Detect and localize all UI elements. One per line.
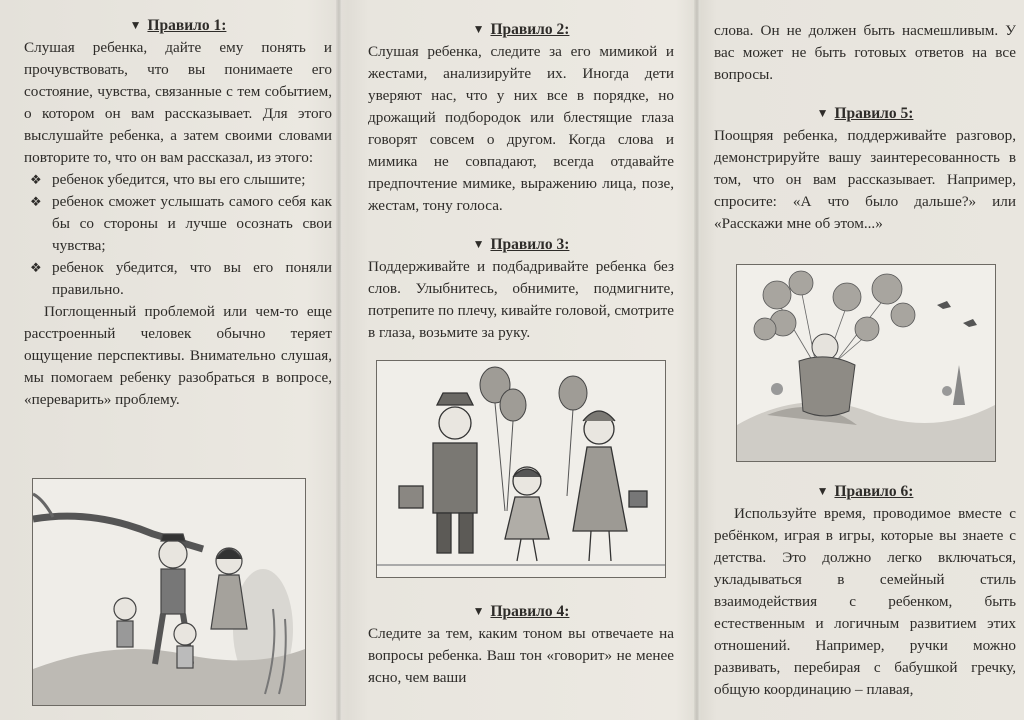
rule-3-text: Поддерживайте и подбадривайте ребенка без слов. Улыбнитесь, обнимите, подмигните, потрепите по плечу, кивайте головой, смотрите в глаза, возьмите за руку. — [368, 258, 674, 341]
pin-icon: ▼ — [816, 106, 829, 120]
rule-1-text: Слушая ребенка, дайте ему понять и прочувствовать, что вы понимаете его состояние, чувства, связанные с тем событием, о котором он вам рассказывает. Для этого выслушайте ребенка, а затем своими словами повторите то, что он вам рассказал, из этого: — [24, 39, 332, 166]
rule-5-heading: ▼ Правило 5: — [714, 102, 1016, 125]
pin-icon: ▼ — [472, 22, 485, 36]
column-3-bottom — [714, 480, 1016, 720]
rule-4-continued: слова. Он не должен быть насмешливым. У вас может не быть готовых ответов на все вопросы. — [714, 22, 1016, 83]
list-item: ❖ ребенок убедится, что вы его поняли правильно. — [30, 259, 332, 298]
rule-3-heading: ▼ Правило 3: — [368, 233, 674, 256]
diamond-bullet-icon: ❖ — [30, 194, 42, 209]
diamond-bullet-icon: ❖ — [30, 260, 42, 275]
rule-4-heading: ▼ Правило 4: — [368, 600, 674, 623]
list-item: ❖ ребенок сможет услышать самого себя как бы со стороны и лучше осознать свои чувства; — [30, 193, 332, 254]
rule-1-heading: ▼ Правило 1: — [24, 14, 332, 37]
rule-6-text: Используйте время, проводимое вместе с ребёнком, играя в игры, которые вы знаете с детства. Это должно легко включаться, укладываться в семейный стиль взаимодействия с ребенком, быть естественным и логичным развитием этих отношений. Например, ручки можно развивать, перебирая с бабушкой гречку, общую координацию – плавая, — [714, 505, 1016, 698]
rule-2-text: Слушая ребенка, следите за его мимикой и жестами, анализируйте их. Иногда дети уверяют нас, что у них все в порядке, но дрожащий подбородок или блестящие глаза говорят совсем о другом. Когда слова и мимика не совпадают, всегда отдавайте предпочтение мимике, выражению лица, позе, жестам, тону голоса. — [368, 43, 674, 214]
illustration-family-tree — [32, 478, 306, 706]
rule-5-text: Поощряя ребенка, поддерживайте разговор, демонстрируйте вашу заинтересованность в том, что он вам рассказывает. Например, спросите: «А что было дальше?» или «Расскажи мне об этом...» — [714, 127, 1016, 232]
illustration-child-balloons — [736, 264, 996, 462]
fold-line — [694, 0, 700, 720]
column-2-bottom — [368, 600, 674, 720]
rule-1-bullets — [24, 169, 332, 301]
fold-line — [336, 0, 342, 720]
pin-icon: ▼ — [129, 18, 142, 32]
pin-icon: ▼ — [816, 484, 829, 498]
rule-1-text-2: Поглощенный проблемой или чем-то еще расстроенный человек обычно теряет ощущение перспективы. Внимательно слушая, мы помогаем ребенку разобраться в вопросе, «переварить» проблему. — [24, 303, 332, 408]
pin-icon: ▼ — [472, 237, 485, 251]
pin-icon: ▼ — [472, 604, 485, 618]
illustration-family-balloons — [376, 360, 666, 578]
diamond-bullet-icon: ❖ — [30, 172, 42, 187]
rule-6-heading: ▼ Правило 6: — [714, 480, 1016, 503]
rule-2-heading: ▼ Правило 2: — [368, 18, 674, 41]
rule-4-text: Следите за тем, каким тоном вы отвечаете на вопросы ребенка. Ваш тон «говорит» не менее ясно, чем ваши — [368, 625, 674, 686]
list-item: ❖ ребенок убедится, что вы его слышите; — [52, 169, 332, 191]
